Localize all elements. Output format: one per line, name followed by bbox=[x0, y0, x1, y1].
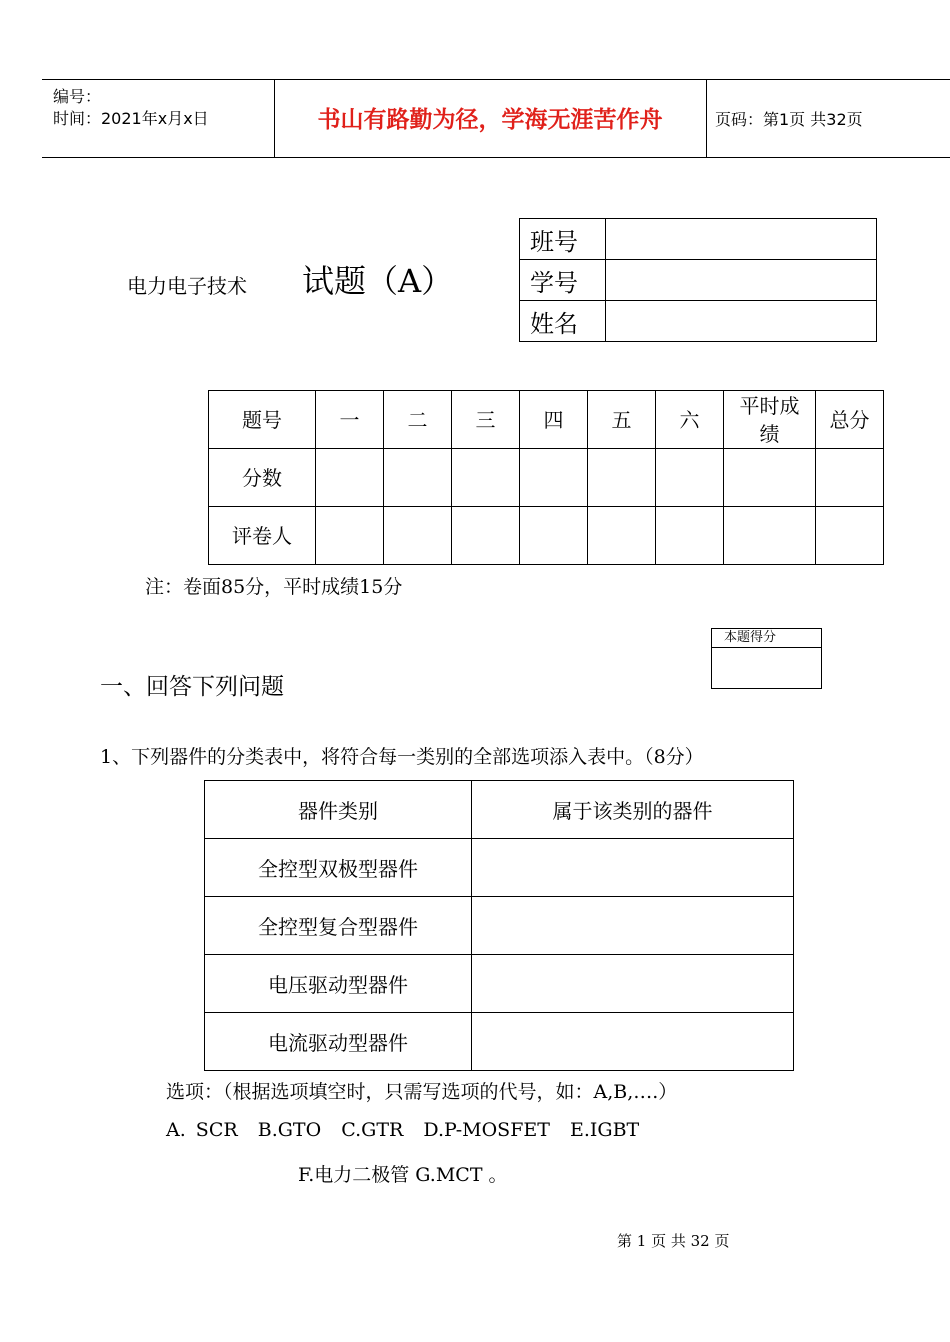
score-row bbox=[209, 507, 884, 565]
device-col-header: 属于该类别的器件 bbox=[472, 781, 794, 839]
course-subject: 电力电子技术 bbox=[127, 274, 247, 298]
doc-number-label: 编号： bbox=[53, 87, 102, 106]
score-col-header: 四 bbox=[520, 391, 588, 449]
device-row bbox=[205, 955, 794, 1013]
score-col-header: 总分 bbox=[816, 391, 884, 449]
score-row-label: 题号 bbox=[209, 391, 316, 449]
section-heading: 一、回答下列问题 bbox=[100, 674, 284, 700]
options-instruction: 选项：（根据选项填空时，只需写选项的代号，如：A,B,….） bbox=[166, 1081, 678, 1103]
grader-cell[interactable] bbox=[816, 507, 884, 565]
score-cell[interactable] bbox=[384, 449, 452, 507]
info-row bbox=[520, 219, 877, 260]
device-col-header: 器件类别 bbox=[205, 781, 472, 839]
header-divider bbox=[706, 80, 707, 157]
grader-cell[interactable] bbox=[588, 507, 656, 565]
page-header bbox=[42, 79, 950, 158]
device-answer-cell[interactable] bbox=[472, 1013, 794, 1071]
info-field-student-id[interactable] bbox=[606, 260, 877, 301]
device-row bbox=[205, 839, 794, 897]
score-col-header: 六 bbox=[656, 391, 724, 449]
section-score-box bbox=[711, 628, 822, 689]
score-cell[interactable] bbox=[588, 449, 656, 507]
grader-cell[interactable] bbox=[316, 507, 384, 565]
device-category: 全控型双极型器件 bbox=[205, 839, 472, 897]
doc-time-label: 时间：2021年x月x日 bbox=[53, 109, 209, 128]
info-row bbox=[520, 260, 877, 301]
header-motto: 书山有路勤为径，学海无涯苦作舟 bbox=[317, 107, 663, 133]
info-label-student-id: 学号 bbox=[520, 260, 606, 301]
score-col-header: 平时成绩 bbox=[724, 391, 816, 449]
info-field-name[interactable] bbox=[606, 301, 877, 342]
score-cell[interactable] bbox=[316, 449, 384, 507]
student-info-table bbox=[519, 218, 877, 342]
score-header-row bbox=[209, 391, 884, 449]
device-answer-cell[interactable] bbox=[472, 955, 794, 1013]
score-col-header: 一 bbox=[316, 391, 384, 449]
score-cell[interactable] bbox=[724, 449, 816, 507]
info-label-name: 姓名 bbox=[520, 301, 606, 342]
score-cell[interactable] bbox=[656, 449, 724, 507]
score-cell[interactable] bbox=[520, 449, 588, 507]
grader-cell[interactable] bbox=[384, 507, 452, 565]
score-table bbox=[208, 390, 884, 565]
score-note: 注：卷面85分，平时成绩15分 bbox=[145, 576, 403, 598]
info-label-class: 班号 bbox=[520, 219, 606, 260]
grader-cell[interactable] bbox=[452, 507, 520, 565]
grader-cell[interactable] bbox=[656, 507, 724, 565]
score-col-header: 二 bbox=[384, 391, 452, 449]
info-row bbox=[520, 301, 877, 342]
device-row bbox=[205, 1013, 794, 1071]
device-classification-table bbox=[204, 780, 794, 1071]
exam-title: 试题（A） bbox=[302, 262, 454, 300]
grader-cell[interactable] bbox=[520, 507, 588, 565]
device-row bbox=[205, 897, 794, 955]
device-category: 全控型复合型器件 bbox=[205, 897, 472, 955]
score-col-header: 五 bbox=[588, 391, 656, 449]
score-cell[interactable] bbox=[452, 449, 520, 507]
score-col-header: 三 bbox=[452, 391, 520, 449]
device-category: 电流驱动型器件 bbox=[205, 1013, 472, 1071]
question-1-text: 1、下列器件的分类表中，将符合每一类别的全部选项添入表中。（8分） bbox=[100, 746, 704, 768]
info-field-class[interactable] bbox=[606, 219, 877, 260]
score-cell[interactable] bbox=[816, 449, 884, 507]
device-category: 电压驱动型器件 bbox=[205, 955, 472, 1013]
score-row-label: 分数 bbox=[209, 449, 316, 507]
score-row bbox=[209, 449, 884, 507]
score-row-label: 评卷人 bbox=[209, 507, 316, 565]
options-list-line-1: A. SCR B.GTO C.GTR D.P-MOSFET E.IGBT bbox=[166, 1119, 640, 1141]
device-header-row bbox=[205, 781, 794, 839]
grader-cell[interactable] bbox=[724, 507, 816, 565]
section-score-field[interactable] bbox=[712, 648, 821, 688]
device-answer-cell[interactable] bbox=[472, 839, 794, 897]
footer-page-number: 第 1 页 共 32 页 bbox=[617, 1232, 730, 1250]
header-page-label: 页码：第1页 共32页 bbox=[715, 110, 863, 129]
device-answer-cell[interactable] bbox=[472, 897, 794, 955]
section-score-label: 本题得分 bbox=[712, 629, 821, 648]
options-list-line-2: F.电力二极管 G.MCT 。 bbox=[298, 1164, 508, 1186]
